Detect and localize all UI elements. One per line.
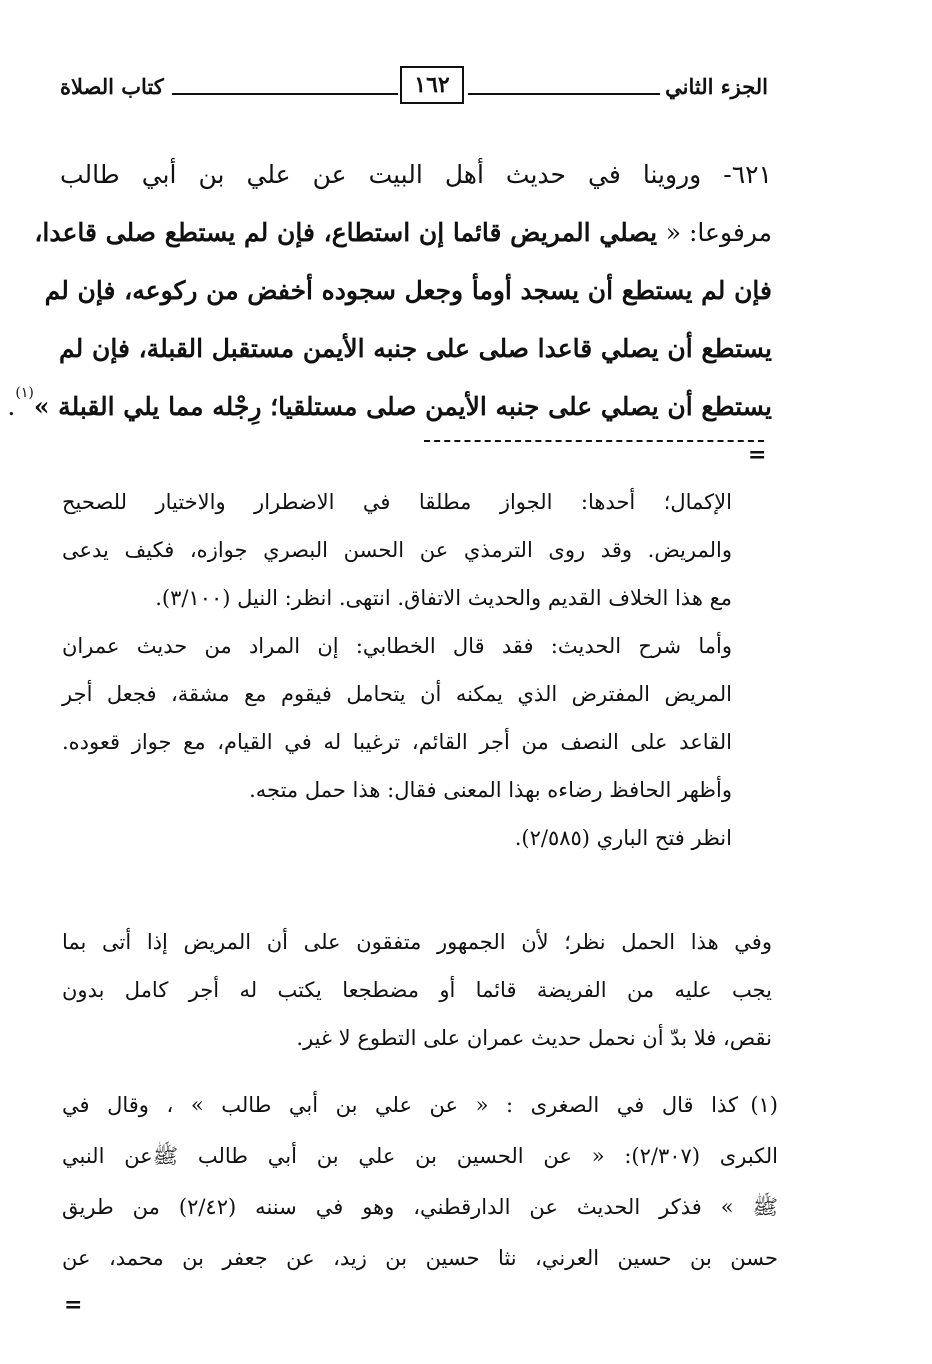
header-part: الجزء الثاني: [665, 74, 768, 99]
main-text: [7, 146, 772, 436]
note-line: والمريض. وقد روى الترمذي عن الحسن البصري جوازه، فكيف يدعى: [62, 538, 732, 562]
footnote-ref: (١): [15, 385, 34, 401]
continuation-mark: =: [748, 442, 767, 468]
note-line: المريض المفترض الذي يمكنه أن يتحامل فيقوم مع مشقة، فجعل أجر: [62, 682, 732, 706]
main-line-last: يستطع أن يصلي على جنبه الأيمن صلى مستلقيا؛ رِجْله مما يلي القبلة »$^{(١)}$.: [7, 385, 772, 421]
footnote-continuation-mark: =: [64, 1292, 83, 1318]
page-number: ١٦٢: [414, 72, 450, 98]
footnote-number: (١): [750, 1093, 778, 1117]
note-line: القاعد على النصف من أجر القائم، ترغيبا له في القيام، مع جواز قعوده.: [62, 730, 732, 754]
main-line: ٦٢١- وروينا في حديث أهل البيت عن علي بن أبي طالب: [60, 160, 772, 189]
header-rule-left: [172, 93, 398, 95]
header-rule-right: [468, 93, 660, 95]
main-line: مرفوعا: « يصلي المريض قائما إن استطاع، فإن لم يستطع صلى قاعدا،: [34, 218, 772, 247]
note-line: يجب عليه من الفريضة قائما أو مضطجعا يكتب له أجر كامل بدون: [62, 978, 772, 1002]
footnote-line: كذا قال في الصغرى : « عن علي بن أبي طالب » ، وقال في: [62, 1093, 738, 1117]
footnote-line: ﷺ » فذكر الحديث عن الدارقطني، وهو في سننه (٢/٤٢) من طريق: [62, 1195, 778, 1219]
note-line: مع هذا الخلاف القديم والحديث الاتفاق. انتهى. انظر: النيل (٣/١٠٠).: [155, 586, 732, 610]
note-line: نقص، فلا بدّ أن نحمل حديث عمران على التطوع لا غير.: [296, 1026, 772, 1050]
page-number-box: [400, 66, 464, 104]
header-book: كتاب الصلاة: [60, 74, 164, 99]
notes-divider: [424, 440, 764, 442]
main-line: فإن لم يستطع أن يسجد أومأ وجعل سجوده أخفض من ركوعه، فإن لم: [44, 276, 772, 305]
note-line: الإكمال؛ أحدها: الجواز مطلقا في الاضطرار والاختيار للصحيح: [62, 490, 732, 514]
commentary-notes-2: [62, 918, 772, 1062]
main-line: يستطع أن يصلي قاعدا صلى على جنبه الأيمن مستقبل القبلة، فإن لم: [59, 334, 772, 363]
commentary-notes: [62, 478, 732, 862]
note-line: وأظهر الحافظ رضاءه بهذا المعنى فقال: هذا حمل متجه.: [249, 778, 732, 802]
footnote-line: الكبرى (٢/٣٠٧): « عن الحسين بن علي بن أبي طالب ﷺعن النبي: [62, 1144, 778, 1168]
footnotes: [62, 1080, 778, 1284]
page-header: [60, 60, 768, 120]
note-line: انظر فتح الباري (٢/٥٨٥).: [514, 826, 732, 850]
note-line: وأما شرح الحديث: فقد قال الخطابي: إن المراد من حديث عمران: [62, 634, 732, 658]
note-line: وفي هذا الحمل نظر؛ لأن الجمهور متفقون على أن المريض إذا أتى بما: [62, 930, 772, 954]
footnote-line: حسن بن حسين العرني، نثا حسين بن زيد، عن جعفر بن محمد، عن: [62, 1246, 778, 1270]
